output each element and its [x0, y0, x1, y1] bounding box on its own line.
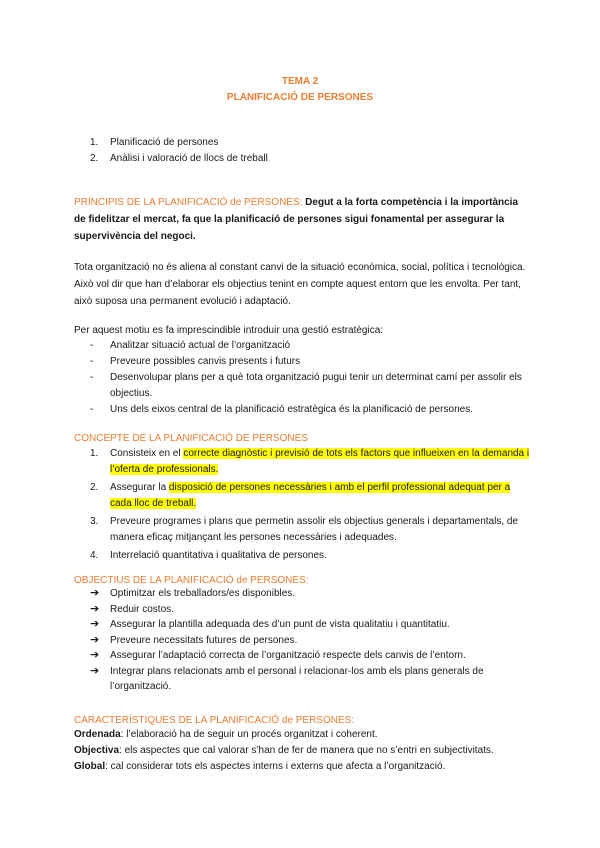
definition-text: : cal considerar tots els aspectes interns i externs que afecta a l’organització.	[105, 761, 446, 772]
list-item	[90, 548, 530, 564]
list-item	[90, 354, 530, 370]
index-number: 1.	[90, 137, 99, 148]
definition-term: Global	[74, 761, 106, 772]
arrow-bullet-icon: ➔	[90, 602, 100, 615]
list-item-text: Assegurar l’adaptació correcta de l’organització respecte dels canvis de l’entorn.	[110, 650, 466, 661]
page-title: PLANIFICACIÓ DE PERSONES	[226, 92, 374, 103]
list-item	[90, 648, 530, 664]
caracteristiques-heading: CARACTERÍSTIQUES DE LA PLANIFICACIÓ de PERSONES:	[74, 715, 355, 726]
index-text: Planificació de persones	[110, 137, 219, 148]
list-item-text: Reduir costos.	[110, 603, 174, 615]
arrow-bullet-icon: ➔	[90, 649, 100, 661]
list-item	[90, 514, 530, 546]
principis-heading: PRINCIPIS DE LA PLANIFICACIÓ de PERSONES:	[74, 197, 303, 208]
list-item-text: Assegurar la plantilla adequada des d’un punt de vista qualitatiu i quantitatiu.	[110, 619, 450, 630]
topic-number: TEMA 2	[281, 76, 319, 87]
objectius-list	[90, 586, 530, 695]
list-item	[90, 617, 530, 633]
definition-text: : l’elaboració ha de seguir un procés organitzat i coherent.	[120, 729, 378, 740]
definition-item	[74, 743, 534, 759]
dash-bullet: -	[90, 404, 94, 415]
arrow-bullet-icon: ➔	[90, 618, 100, 630]
highlighted-text: disposició de persones necessàries i amb el perfil professional adequat per a cada lloc de treball.	[110, 482, 511, 509]
list-item	[90, 633, 530, 649]
concepte-list	[90, 446, 530, 564]
list-item-text: Uns dels eixos central de la planificació estratègica és la planificació de persones.	[110, 404, 473, 415]
principis-paragraph	[74, 194, 530, 245]
dash-bullet: -	[90, 372, 94, 383]
strategy-list	[90, 338, 530, 418]
list-item-text: Preveure possibles canvis presents i futurs	[110, 356, 301, 367]
index-text: Anàlisi i valoració de llocs de treball	[110, 153, 268, 164]
context-paragraph: Tota organització no és aliena al constant canvi de la situació econòmica, social, política i tecnològica. Això vol dir que han d’elaborar els objectius tenint en compte aquest entorn que les envolta. Per tant, això suposa una permanent evolució i adaptació.	[74, 262, 526, 307]
definition-item	[74, 759, 534, 775]
arrow-bullet-icon: ➔	[90, 664, 100, 677]
list-item	[90, 446, 530, 478]
list-item-text: Integrar plans relacionats amb el personal i relacionar-los amb els plans generals de l’organització.	[110, 665, 484, 692]
item-number: 4.	[90, 550, 99, 561]
item-text: Interrelació quantitativa i qualitativa de persones.	[110, 550, 327, 561]
list-item	[90, 602, 530, 618]
strategy-intro: Per aquest motiu es fa imprescindible introduir una gestió estratègica:	[74, 325, 384, 336]
definition-text: : els aspectes que cal valorar s’han de fer de manera que no s’entri en subjectivitats.	[119, 745, 494, 756]
caracteristiques-list	[74, 727, 534, 775]
index-item	[90, 151, 530, 167]
list-item	[90, 402, 530, 418]
list-item-text: Analitzar situació actual de l’organització	[110, 340, 291, 351]
index-number: 2.	[90, 153, 99, 164]
list-item	[90, 586, 530, 602]
dash-bullet: -	[90, 356, 94, 367]
definition-term: Ordenada	[74, 729, 121, 740]
dash-bullet: -	[90, 340, 94, 351]
list-item-text: Preveure necessitats futures de persones.	[110, 634, 298, 646]
list-item-text: Desenvolupar plans per a què tota organització pugui tenir un determinat camí per assolir els objectius.	[110, 372, 522, 399]
item-text: Assegurar la	[110, 482, 169, 493]
definition-item	[74, 727, 534, 743]
highlighted-text: correcte diagnòstic i previsió de tots els factors que influeixen en la demanda i l’oferta de professionals.	[110, 448, 530, 475]
definition-term: Objectiva	[74, 745, 120, 756]
principis-text: Degut a la forta competència i la importància de fidelitzar el mercat, fa que la planificació de persones sigui fonamental per assegurar la supervivència del negoci.	[74, 197, 519, 242]
item-number: 2.	[90, 482, 99, 493]
item-text: Preveure programes i plans que permetin assolir els objectius generals i departamentals, de manera eficaç mitjançant les persones necessàries i adequades.	[110, 516, 518, 543]
concepte-heading: CONCEPTE DE LA PLANIFICACIÓ DE PERSONES	[74, 433, 308, 444]
index-list	[90, 135, 530, 167]
objectius-heading: OBJECTIUS DE LA PLANIFICACIÓ de PERSONES:	[74, 575, 309, 586]
arrow-bullet-icon: ➔	[90, 633, 100, 646]
list-item	[90, 338, 530, 354]
list-item	[90, 664, 530, 695]
item-text: Consisteix en el	[110, 448, 184, 459]
item-number: 1.	[90, 448, 99, 459]
item-number: 3.	[90, 516, 99, 527]
list-item-text: Optimitzar els treballadors/es disponibles.	[110, 588, 296, 599]
list-item	[90, 370, 530, 402]
index-item	[90, 135, 530, 151]
arrow-bullet-icon: ➔	[90, 587, 100, 599]
list-item	[90, 480, 530, 512]
